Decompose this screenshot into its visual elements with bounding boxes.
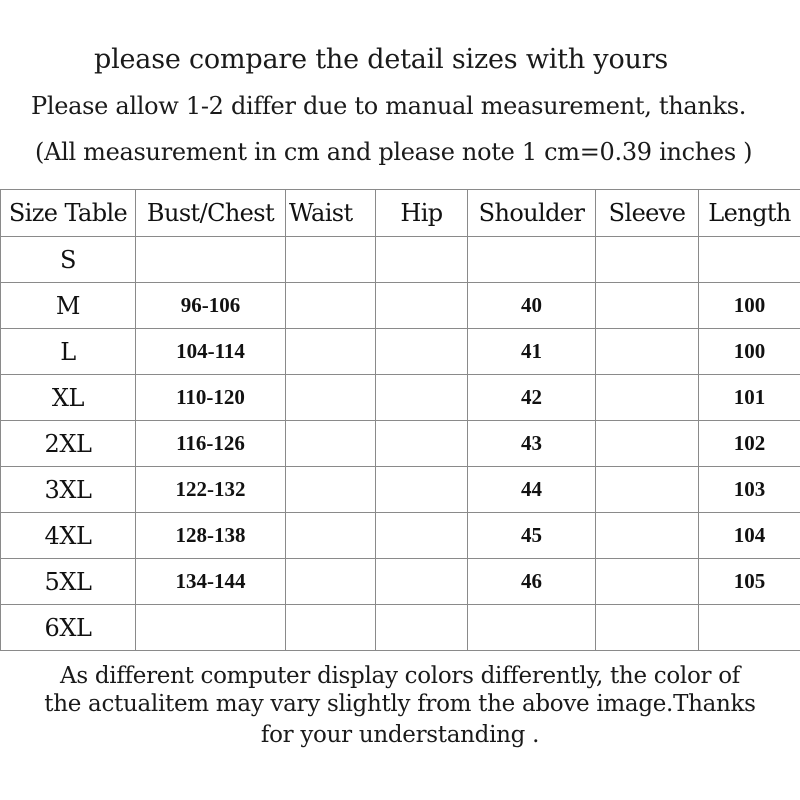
header-line-3: (All measurement in cm and please note 1 cm=0.39 inches ) (35, 138, 753, 166)
cell-sleeve (596, 329, 699, 375)
cell-waist (286, 467, 376, 513)
cell-hip (376, 467, 468, 513)
cell-hip (376, 421, 468, 467)
cell-sleeve (596, 605, 699, 651)
cell-length: 105 (699, 559, 800, 605)
cell-size: M (1, 283, 136, 329)
footer-line-1: As different computer display colors differently, the color of (60, 663, 740, 689)
cell-hip (376, 329, 468, 375)
column-header-sleeve: Sleeve (596, 190, 699, 237)
cell-length: 100 (699, 283, 800, 329)
cell-sleeve (596, 421, 699, 467)
size-table (0, 189, 800, 651)
cell-bust (136, 605, 286, 651)
cell-size: 6XL (1, 605, 136, 651)
cell-size: 4XL (1, 513, 136, 559)
column-header-bust: Bust/Chest (136, 190, 286, 237)
table-row (1, 329, 800, 375)
cell-size: XL (1, 375, 136, 421)
cell-bust: 134-144 (136, 559, 286, 605)
cell-bust: 122-132 (136, 467, 286, 513)
cell-waist (286, 559, 376, 605)
table-body (1, 237, 800, 651)
cell-shoulder: 44 (468, 467, 596, 513)
cell-shoulder: 45 (468, 513, 596, 559)
cell-bust: 104-114 (136, 329, 286, 375)
cell-waist (286, 283, 376, 329)
cell-bust: 128-138 (136, 513, 286, 559)
cell-sleeve (596, 375, 699, 421)
cell-length: 101 (699, 375, 800, 421)
cell-length: 104 (699, 513, 800, 559)
table-row (1, 421, 800, 467)
cell-sleeve (596, 283, 699, 329)
column-header-length: Length (699, 190, 800, 237)
cell-size: 5XL (1, 559, 136, 605)
cell-sleeve (596, 559, 699, 605)
cell-hip (376, 559, 468, 605)
cell-waist (286, 513, 376, 559)
table-row (1, 467, 800, 513)
cell-waist (286, 329, 376, 375)
table-row (1, 605, 800, 651)
cell-size: S (1, 237, 136, 283)
cell-size: 2XL (1, 421, 136, 467)
cell-size: L (1, 329, 136, 375)
cell-length: 102 (699, 421, 800, 467)
cell-hip (376, 513, 468, 559)
table-row (1, 375, 800, 421)
cell-hip (376, 237, 468, 283)
cell-bust (136, 237, 286, 283)
cell-waist (286, 237, 376, 283)
cell-shoulder (468, 237, 596, 283)
cell-hip (376, 605, 468, 651)
cell-shoulder: 43 (468, 421, 596, 467)
table-row (1, 513, 800, 559)
column-header-hip: Hip (376, 190, 468, 237)
cell-sleeve (596, 467, 699, 513)
cell-sleeve (596, 237, 699, 283)
column-header-size: Size Table (1, 190, 136, 237)
cell-shoulder: 42 (468, 375, 596, 421)
column-header-waist: Waist (286, 190, 376, 237)
cell-waist (286, 375, 376, 421)
cell-shoulder (468, 605, 596, 651)
cell-length (699, 237, 800, 283)
cell-hip (376, 283, 468, 329)
cell-length: 103 (699, 467, 800, 513)
cell-waist (286, 605, 376, 651)
footer-line-3: for your understanding . (260, 722, 540, 748)
table-row (1, 559, 800, 605)
cell-shoulder: 41 (468, 329, 596, 375)
table-header-row (1, 190, 800, 237)
cell-length: 100 (699, 329, 800, 375)
cell-hip (376, 375, 468, 421)
footer-line-2: the actualitem may vary slightly from the above image.Thanks (44, 691, 756, 717)
header-line-2: Please allow 1-2 differ due to manual measurement, thanks. (31, 92, 747, 120)
table-row (1, 283, 800, 329)
cell-size: 3XL (1, 467, 136, 513)
table-row (1, 237, 800, 283)
column-header-shoulder: Shoulder (468, 190, 596, 237)
cell-bust: 96-106 (136, 283, 286, 329)
cell-shoulder: 46 (468, 559, 596, 605)
cell-shoulder: 40 (468, 283, 596, 329)
cell-bust: 110-120 (136, 375, 286, 421)
cell-waist (286, 421, 376, 467)
cell-sleeve (596, 513, 699, 559)
cell-bust: 116-126 (136, 421, 286, 467)
cell-length (699, 605, 800, 651)
header-line-1: please compare the detail sizes with yours (94, 44, 669, 75)
